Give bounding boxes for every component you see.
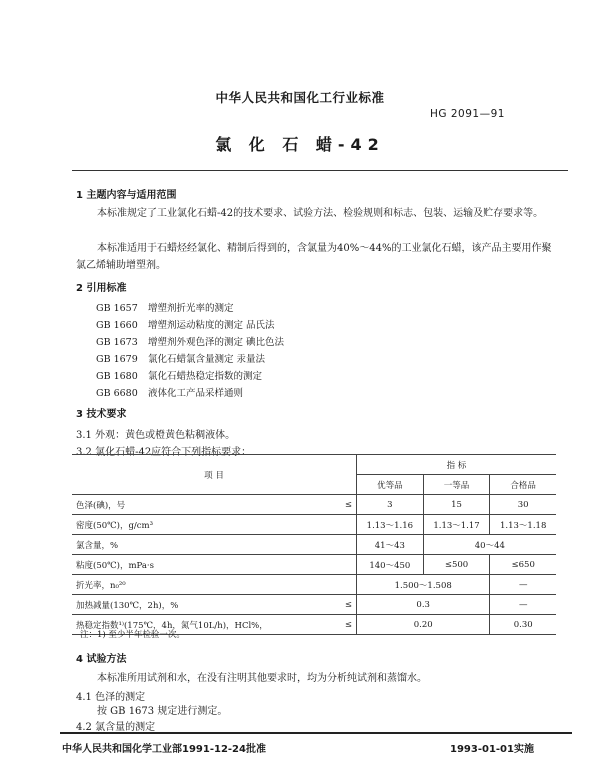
table-note: 注：1) 至少半年检验一次。 (80, 630, 185, 640)
row-label: 热稳定指数¹⁾(175℃，4h，氮气10L/h)，HCl%， (72, 615, 330, 635)
clause-4-1-text: 按 GB 1673 规定进行测定。 (97, 706, 228, 717)
row-label: 加热减量(130℃，2h)，% (72, 595, 330, 615)
issuing-organization: 中华人民共和国化工行业标准 (215, 90, 385, 105)
footer-divider (60, 732, 572, 734)
clause-3-2: 3.2 氯化石蜡-42应符合下列指标要求： (76, 447, 252, 458)
cell-value: ≤650 (490, 555, 556, 575)
row-label: 氯含量，% (72, 535, 330, 555)
reference-title: 增塑剂折光率的测定 (148, 303, 234, 314)
cell-value: 0.20 (357, 615, 490, 635)
section-1-heading: 1 主题内容与适用范围 (76, 190, 177, 201)
clause-4-1: 4.1 色泽的测定 (76, 692, 146, 703)
cell-value: 1.500～1.508 (357, 575, 490, 595)
row-operator (330, 515, 357, 535)
reference-item (96, 334, 284, 348)
section-2-heading: 2 引用标准 (76, 283, 127, 294)
cell-value: — (490, 595, 556, 615)
section-3-heading: 3 技术要求 (76, 409, 127, 420)
row-operator (330, 555, 357, 575)
cell-value: 0.3 (357, 595, 490, 615)
table-row (72, 595, 556, 615)
reference-title: 增塑剂外观色泽的测定 碘比色法 (148, 337, 285, 348)
clause-3-1: 3.1 外观：黄色或橙黄色粘稠液体。 (76, 430, 236, 441)
document-title: 氯 化 石 蜡-42 (215, 135, 385, 154)
cell-value: 1.13～1.17 (423, 515, 490, 535)
header-item: 项 目 (72, 455, 357, 495)
row-label: 色泽(碘)，号 (72, 495, 330, 515)
reference-item (96, 317, 275, 331)
reference-item (96, 351, 265, 365)
grade-premium: 优等品 (357, 475, 424, 495)
reference-title: 增塑剂运动粘度的测定 品氏法 (148, 320, 275, 331)
cell-value: 40～44 (423, 535, 556, 555)
section-1-paragraph-1: 本标准规定了工业氯化石蜡-42的技术要求、试验方法、检验规则和标志、包装、运输及贮存要求等。 (97, 208, 544, 219)
table-row (72, 495, 556, 515)
table-row (72, 515, 556, 535)
table-header-row (72, 455, 556, 475)
standard-code: HG 2091—91 (430, 108, 505, 120)
section-1-paragraph-2: 本标准适用于石蜡烃经氯化、精制后得到的，含氯量为40%～44%的工业氯化石蜡，该产品主要用作聚氯乙烯辅助增塑剂。 (76, 243, 552, 271)
grade-first: 一等品 (423, 475, 490, 495)
cell-value: ≤500 (423, 555, 490, 575)
cell-value: 140～450 (357, 555, 424, 575)
header-divider (72, 170, 568, 171)
reference-title: 氯化石蜡氯含量测定 汞量法 (148, 354, 266, 365)
cell-value: — (490, 575, 556, 595)
effective-date: 1993-01-01实施 (450, 744, 534, 755)
cell-value: 41～43 (357, 535, 424, 555)
row-operator: ≤ (330, 495, 357, 515)
row-label: 粘度(50℃)，mPa·s (72, 555, 330, 575)
reference-code: GB 1673 (96, 337, 138, 348)
approval-line: 中华人民共和国化学工业部1991-12-24批准 (62, 744, 266, 755)
row-operator: ≤ (330, 595, 357, 615)
reference-code: GB 6680 (96, 388, 138, 399)
table-row (72, 535, 556, 555)
table-row (72, 575, 556, 595)
cell-value: 15 (423, 495, 490, 515)
reference-code: GB 1680 (96, 371, 138, 382)
section-4-heading: 4 试验方法 (76, 654, 127, 665)
row-label: 密度(50℃)，g/cm³ (72, 515, 330, 535)
specification-table (72, 454, 556, 635)
cell-value: 3 (357, 495, 424, 515)
section-4-paragraph: 本标准所用试剂和水，在没有注明其他要求时，均为分析纯试剂和蒸馏水。 (97, 673, 427, 684)
cell-value: 1.13～1.18 (490, 515, 556, 535)
reference-item (96, 368, 262, 382)
cell-value: 0.30 (490, 615, 556, 635)
table-row (72, 555, 556, 575)
reference-code: GB 1660 (96, 320, 138, 331)
reference-code: GB 1657 (96, 303, 138, 314)
reference-code: GB 1679 (96, 354, 138, 365)
reference-item (96, 385, 243, 399)
grade-qualified: 合格品 (490, 475, 556, 495)
reference-title: 氯化石蜡热稳定指数的测定 (148, 371, 263, 382)
header-index: 指 标 (357, 455, 557, 475)
cell-value: 1.13～1.16 (357, 515, 424, 535)
clause-4-2: 4.2 氯含量的测定 (76, 722, 156, 733)
row-operator: ≤ (330, 615, 357, 635)
row-label: 折光率，n₀²⁰ (72, 575, 330, 595)
reference-item (96, 300, 234, 314)
reference-title: 液体化工产品采样通则 (148, 388, 244, 399)
row-operator (330, 575, 357, 595)
cell-value: 30 (490, 495, 556, 515)
row-operator (330, 535, 357, 555)
